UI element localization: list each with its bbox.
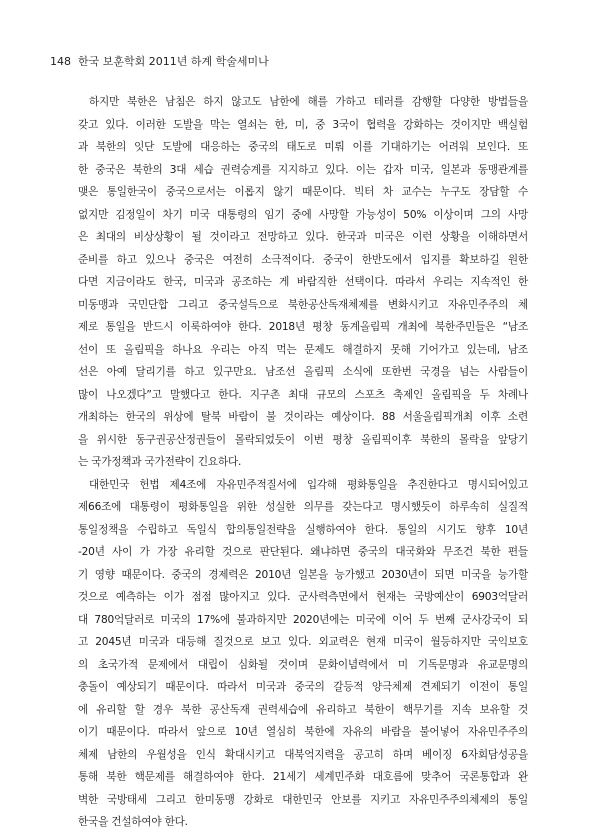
text-line: 미동맹과 국민단합 그리고 중국설득으로 북한공산독재체제를 변화시키고 자유민주주의 체 [78, 298, 528, 311]
text-line: -20년 사이 가 가장 유리할 것으로 판단된다. 왜냐하면 중국의 대국화와 무조건 북한 편들 [78, 546, 528, 558]
text-line: 기 영향 때문이다. 중국의 경제력은 2010년 일본을 능가했고 2030년이 되면 미국을 능가할 [78, 568, 528, 581]
text-line: 하지만 북한은 남침은 하지 않고도 남한에 해를 가하고 테러를 감행할 다양한 방법들을 [89, 96, 528, 108]
text-line: 다면 지금이라도 한국, 미국과 공조하는 게 바람직한 선택이다. 따라서 우리는 지속적인 한 [78, 276, 528, 288]
text-line: 충돌이 예상되기 때문이다. 따라서 미국과 중국의 갈등적 양극체제 견제되기 이전이 통일 [78, 681, 528, 693]
text-line: 선이 또 올림픽을 하나요 우리는 아직 먹는 문제도 해결하지 못해 기어가고 있는데, 남조 [78, 343, 528, 356]
text-line: 고 2045년 미국과 대등해 질것으로 보고 있다. 외교력은 현재 미국이 월등하지만 국익보호 [78, 636, 528, 648]
text-line: 의 초국가적 문제에서 대립이 심화될 것이며 문화이념력에서 미 기독문명과 유교문명의 [78, 658, 528, 671]
text-line: 맺은 통일한국이 중국으로서는 이롭지 않기 때문이다. 빅터 차 교수는 누구도 장담할 수 [78, 186, 528, 198]
text-line: 체제 남한의 우월성을 인식 확대시키고 대북억지력을 공고히 하며 베이징 6자회담성공을 [78, 748, 528, 761]
text-line: 한국을 건설하여야 한다. [78, 816, 188, 828]
text-line: 은 최대의 비상상황이 될 것이라고 전망하고 있다. 한국과 미국은 이런 상황을 이해하면서 [78, 231, 528, 243]
paragraph [78, 474, 528, 834]
text-line: 제로 통일을 반드시 이룩하여야 한다. 2018년 평창 동계올림픽 개최에 북한주민들은 “남조 [78, 321, 528, 333]
text-line: 없지만 김정일이 차기 미국 대통령의 임기 중에 사망할 가능성이 50% 이상이며 그의 사망 [78, 208, 528, 221]
text-line: 이기 때문이다. 따라서 앞으로 10년 열심히 북한에 자유의 바람을 불어넣어 자유민주주의 [78, 726, 528, 738]
page-number: 148 [50, 55, 71, 68]
text-line: 벽한 국방태세 그리고 한미동맹 강화로 대한민국 안보를 지키고 자유민주주의체제의 통일 [78, 793, 528, 806]
text-line: 것으로 예측하는 이가 점점 많아지고 있다. 군사력측면에서 현재는 국방예산이 6903억달러 [78, 591, 528, 603]
text-line: 갖고 있다. 이러한 도발을 막는 열쇠는 한, 미, 중 3국이 협력을 강화하는 것이지만 백실험 [78, 118, 528, 131]
text-line: 에 유리할 할 경우 북한 공산독재 권력세습에 유리하고 북한이 핵무기를 지속 보유할 것 [78, 703, 528, 716]
text-line: 많이 나오겠다”고 말했다고 한다. 지구촌 최대 규모의 스포츠 축제인 올림픽을 두 차례나 [78, 388, 528, 401]
text-line: 통해 북한 핵문제를 해결하여야 한다. 21세기 세계민주화 대호름에 맞추어 국론통합과 완 [78, 771, 528, 783]
text-line: 제66조에 대통령이 평화통일을 위한 성실한 의무를 갖는다고 명시했듯이 하루속히 실질적 [78, 501, 528, 513]
paragraph [78, 91, 528, 474]
running-title: 한국 보훈학회 2011년 하계 학술세미나 [78, 55, 269, 68]
text-line: 는 국가정책과 국가전략이 긴요하다. [78, 456, 242, 468]
text-line: 과 북한의 잇단 도발에 대응하는 중국의 태도로 미뤄 이를 기대하기는 어려워 보인다. 또 [78, 141, 528, 153]
text-line: 한 중국은 북한의 3대 세습 권력승계를 지지하고 있다. 이는 갑자 미국, 일본과 동맹관계를 [78, 163, 528, 176]
body-text [78, 91, 528, 834]
text-line: 준비를 하고 있으나 중국은 여전히 소극적이다. 중국이 한반도에서 입지를 확보하길 원한 [78, 253, 528, 266]
text-line: 선은 아예 달리기를 하고 있구만요. 남조선 올림픽 소식에 또한번 국경을 넘는 사람들이 [78, 366, 528, 378]
text-line: 대 780억달러로 미국의 17%에 불과하지만 2020년에는 미국에 이어 두 번째 군사강국이 되 [78, 613, 528, 626]
text-line: 대한민국 헌법 제4조에 자유민주적질서에 입각해 평화통일을 추진한다고 명시되어있고 [89, 478, 528, 491]
text-line: 통일정책을 수립하고 독일식 합의통일전략을 실행하여야 한다. 통일의 시기도 향후 10년 [78, 523, 528, 536]
running-header [50, 55, 269, 69]
text-line: 개최하는 한국의 위상에 탈북 바람이 불 것이라는 예상이다. 88 서울올림픽개최 이후 소련 [78, 411, 528, 423]
text-line: 을 위시한 동구권공산정권들이 몰락되었듯이 이번 평창 올림픽이후 북한의 몰락을 앞당기 [78, 433, 528, 446]
